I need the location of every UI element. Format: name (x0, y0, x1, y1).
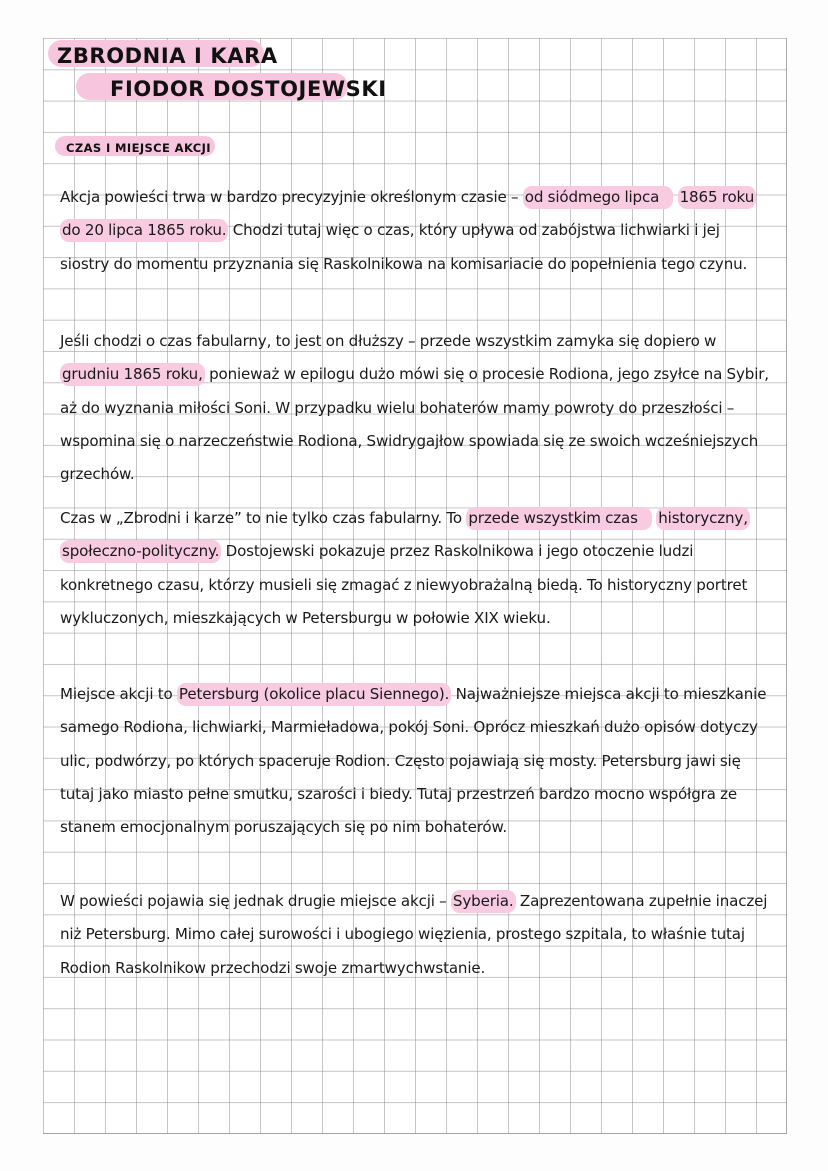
section-heading (66, 143, 211, 155)
note-title-text-1: ZBRODNIA I KARA (57, 44, 278, 68)
highlighted-text: od siódmego lipca (523, 186, 673, 209)
paragraph-3: Czas w „Zbrodni i karze” to nie tylko czas fabularny. To przede wszystkim czas historyczny, społeczno-polityczny. Dostojewski pokazuje przez Raskolnikowa i jego otoczenie ludzi konkretnego czasu, którzy musieli się zmagać z niewyobrażalną biedą. To historyczny portret wykluczonych, mieszkających w Petersburgu w połowie XIX wieku. (60, 509, 748, 627)
section-heading-text: CZAS I MIEJSCE AKCJI (66, 141, 211, 155)
paragraph-4: Miejsce akcji to Petersburg (okolice placu Siennego). Najważniejsze miejsca akcji to mieszkanie samego Rodiona, lichwiarki, Marmieładowa, pokój Soni. Oprócz mieszkań dużo opisów dotyczy ulic, podwórzy, po których spaceruje Rodion. Często pojawiają się mosty. Petersburg jawi się tutaj jako miasto pełne smutku, szarości i biedy. Tutaj przestrzeń bardzo mocno współgra ze stanem emocjonalnym poruszających się po nim bohaterów. (60, 685, 767, 836)
note-title-text-2: FIODOR DOSTOJEWSKI (110, 77, 387, 101)
note-title-line-2 (110, 79, 387, 100)
note-title-line-1 (57, 46, 278, 67)
paragraph-1: Akcja powieści trwa w bardzo precyzyjnie określonym czasie – od siódmego lipca 1865 roku do 20 lipca 1865 roku. Chodzi tutaj więc o czas, który upływa od zabójstwa lichwiarki i jej siostry do momentu przyznania się Raskolnikowa na komisariacie do popełnienia tego czynu. (60, 188, 755, 273)
highlighted-text: Syberia. (451, 890, 516, 913)
highlighted-text: 1865 roku do 20 lipca 1865 roku. (60, 186, 756, 242)
paragraph-2: Jeśli chodzi o czas fabularny, to jest on dłuższy – przede wszystkim zamyka się dopiero w grudniu 1865 roku, ponieważ w epilogu dużo mówi się o procesie Rodiona, jego zsyłce na Sybir, aż do wyznania miłości Soni. W przypadku wielu bohaterów mamy powroty do przeszłości – wspomina się o narzeczeństwie Rodiona, Swidrygajłow spowiada się ze swoich wcześniejszych grzechów. (60, 332, 769, 483)
highlighted-text: grudniu 1865 roku, (60, 363, 205, 386)
highlighted-text: Petersburg (okolice placu Siennego). (177, 683, 451, 706)
highlighted-text: przede wszystkim czas (466, 507, 652, 530)
highlighted-text: historyczny, społeczno-polityczny. (60, 507, 750, 563)
paragraph-5: W powieści pojawia się jednak drugie miejsce akcji – Syberia. Zaprezentowana zupełnie inaczej niż Petersburg. Mimo całej surowości i ubogiego więzienia, prostego szpitala, to właśnie tutaj Rodion Raskolnikow przechodzi swoje zmartwychwstanie. (60, 892, 768, 977)
